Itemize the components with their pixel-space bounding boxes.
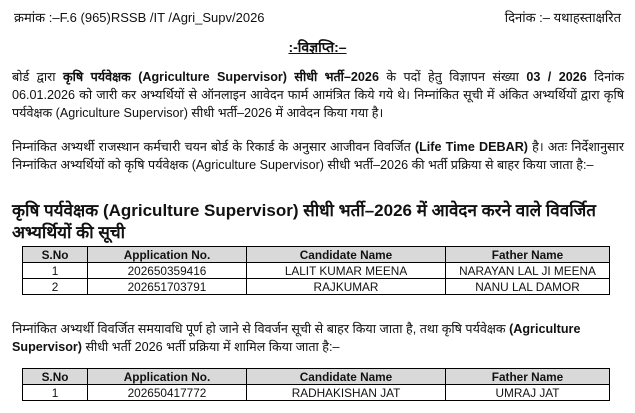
cell-candidate-name: RAJKUMAR — [247, 279, 446, 295]
table-row — [23, 279, 610, 295]
cell-application-no: 202650359416 — [88, 263, 247, 279]
table-header-row — [23, 247, 610, 263]
debarred-candidates-table — [22, 246, 610, 295]
column-header-application-no: Application No. — [88, 247, 247, 263]
recruitment-name: सीधी भर्ती–2026 — [287, 70, 379, 84]
debar-text-2: है। अतः निर्देशानुसार निम्नांकित अभ्यर्थियों को कृषि पर्यवेक्षक (Agriculture Supervisor) सीधी भर्ती–2026 की भर्ती प्रक्रिया से बाहर किया जाता है:– — [12, 140, 624, 172]
release-text-1: निम्नांकित अभ्यर्थी विवर्जित समयावधि पूर्ण हो जाने से विवर्जन सूची से बाहर किया जाता है, तथा कृषि पर्यवेक्षक — [12, 322, 510, 336]
release-paragraph — [12, 320, 624, 356]
column-header-candidate-name: Candidate Name — [247, 369, 446, 385]
advertisement-number: 03 / 2026 — [526, 70, 587, 84]
column-header-candidate-name: Candidate Name — [247, 247, 446, 263]
reference-number: क्रमांक :–F.6 (965)RSSB /IT /Agri_Supv/2026 — [14, 10, 265, 25]
debarred-list-heading: कृषि पर्यवेक्षक (Agriculture Supervisor) सीधी भर्ती–2026 में आवेदन करने वाले विवर्जित अभ्यर्थियों की सूची — [12, 201, 596, 242]
post-name-hindi: कृषि पर्यवेक्षक — [62, 70, 131, 84]
column-header-sno: S.No — [23, 369, 88, 385]
intro-lead: बोर्ड द्वारा — [12, 70, 63, 84]
column-header-father-name: Father Name — [446, 369, 610, 385]
release-text-2: सीधी भर्ती 2026 भर्ती प्रक्रिया में शामिल किया जाता है:– — [82, 340, 340, 354]
post-name-english: (Agriculture Supervisor) — [130, 70, 287, 84]
cell-sno: 1 — [23, 263, 88, 279]
cell-candidate-name: RADHAKISHAN JAT — [247, 385, 446, 401]
intro-text-2: दिनांक 06.01.2026 को जारी कर अभ्यर्थियों से ऑनलाइन आवेदन फार्म आमंत्रित किये गये थे। निम्नांकित सूची में अंकित अभ्यर्थियों द्वारा कृषि पर्यवेक्षक (Agriculture Supervisor) सीधी भर्ती–2026 में आवेदन किया गया है। — [12, 70, 625, 120]
intro-text-1: के पदों हेतु विज्ञापन संख्या — [378, 70, 527, 84]
debar-text-1: निम्नांकित अभ्यर्थी राजस्थान कर्मचारी चयन बोर्ड के रिकार्ड के अनुसार आजीवन विवर्जित — [12, 140, 415, 154]
cell-father-name: UMRAJ JAT — [446, 385, 610, 401]
cell-father-name: NANU LAL DAMOR — [446, 279, 610, 295]
cell-application-no: 202651703791 — [88, 279, 247, 295]
table-header-row — [23, 369, 610, 385]
released-candidates-table — [22, 368, 610, 401]
column-header-father-name: Father Name — [446, 247, 610, 263]
date-text: दिनांक :– यथाहस्ताक्षरित — [504, 10, 621, 25]
lifetime-debar-label: (Life Time DEBAR) — [414, 140, 528, 154]
table-row — [23, 385, 610, 401]
cell-application-no: 202650417772 — [88, 385, 247, 401]
cell-candidate-name: LALIT KUMAR MEENA — [247, 263, 446, 279]
cell-father-name: NARAYAN LAL JI MEENA — [446, 263, 610, 279]
cell-sno: 1 — [23, 385, 88, 401]
release-post-english: (Agriculture Supervisor) — [12, 322, 581, 354]
cell-sno: 2 — [23, 279, 88, 295]
table-row — [23, 263, 610, 279]
column-header-sno: S.No — [23, 247, 88, 263]
debar-paragraph — [12, 138, 624, 174]
column-header-application-no: Application No. — [88, 369, 247, 385]
notice-title: :-विज्ञप्ति:– — [288, 39, 347, 55]
intro-paragraph — [12, 68, 624, 122]
